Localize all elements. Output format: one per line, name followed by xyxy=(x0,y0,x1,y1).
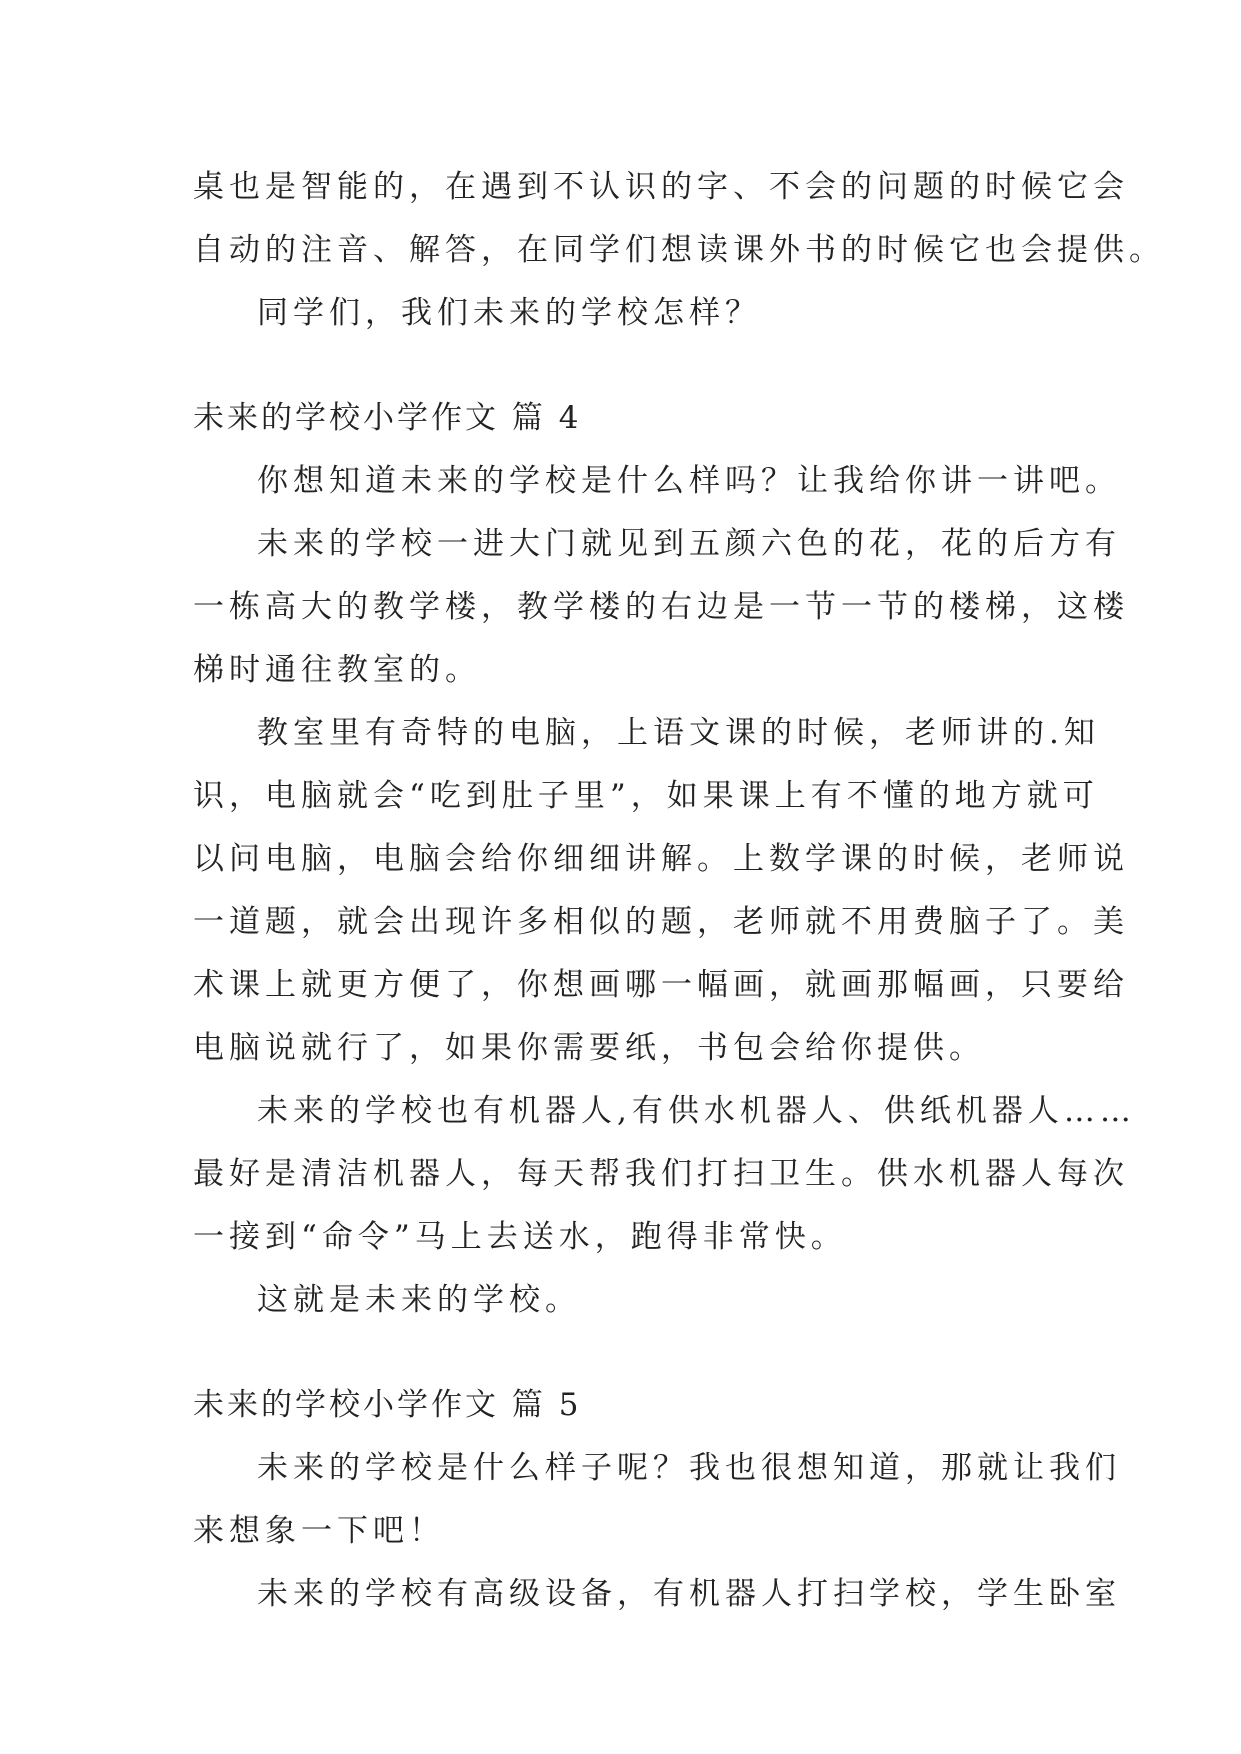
paragraph-line: 未来的学校也有机器人,有供水机器人、供纸机器人…… xyxy=(257,1093,1136,1129)
paragraph-line: 你想知道未来的学校是什么样吗？让我给你讲一讲吧。 xyxy=(257,463,1121,499)
paragraph-line: 同学们，我们未来的学校怎样？ xyxy=(257,295,761,331)
paragraph-line: 识，电脑就会“吃到肚子里”，如果课上有不懂的地方就可 xyxy=(193,778,1099,814)
section-heading-4: 未来的学校小学作文 篇 4 xyxy=(193,400,582,436)
paragraph-line: 电脑说就行了，如果你需要纸，书包会给你提供。 xyxy=(193,1030,985,1066)
paragraph-line: 来想象一下吧！ xyxy=(193,1513,445,1549)
paragraph-line: 这就是未来的学校。 xyxy=(257,1282,581,1318)
paragraph-line: 一道题，就会出现许多相似的题，老师就不用费脑子了。美 xyxy=(193,904,1129,940)
section-heading-5: 未来的学校小学作文 篇 5 xyxy=(193,1387,582,1423)
paragraph-line: 梯时通往教室的。 xyxy=(193,652,481,688)
paragraph-line: 最好是清洁机器人，每天帮我们打扫卫生。供水机器人每次 xyxy=(193,1156,1129,1192)
paragraph-line: 一栋高大的教学楼，教学楼的右边是一节一节的楼梯，这楼 xyxy=(193,589,1129,625)
paragraph-line: 桌也是智能的，在遇到不认识的字、不会的问题的时候它会 xyxy=(193,169,1129,205)
paragraph-line: 以问电脑，电脑会给你细细讲解。上数学课的时候，老师说 xyxy=(193,841,1129,877)
paragraph-line: 教室里有奇特的电脑，上语文课的时候，老师讲的.知 xyxy=(257,715,1100,751)
paragraph-line: 一接到“命令”马上去送水，跑得非常快。 xyxy=(193,1219,847,1255)
paragraph-line: 未来的学校一进大门就见到五颜六色的花，花的后方有 xyxy=(257,526,1121,562)
paragraph-line: 自动的注音、解答，在同学们想读课外书的时候它也会提供。 xyxy=(193,232,1165,268)
paragraph-line: 术课上就更方便了，你想画哪一幅画，就画那幅画，只要给 xyxy=(193,967,1129,1003)
paragraph-line: 未来的学校有高级设备，有机器人打扫学校，学生卧室 xyxy=(257,1576,1121,1612)
paragraph-line: 未来的学校是什么样子呢？我也很想知道，那就让我们 xyxy=(257,1450,1121,1486)
